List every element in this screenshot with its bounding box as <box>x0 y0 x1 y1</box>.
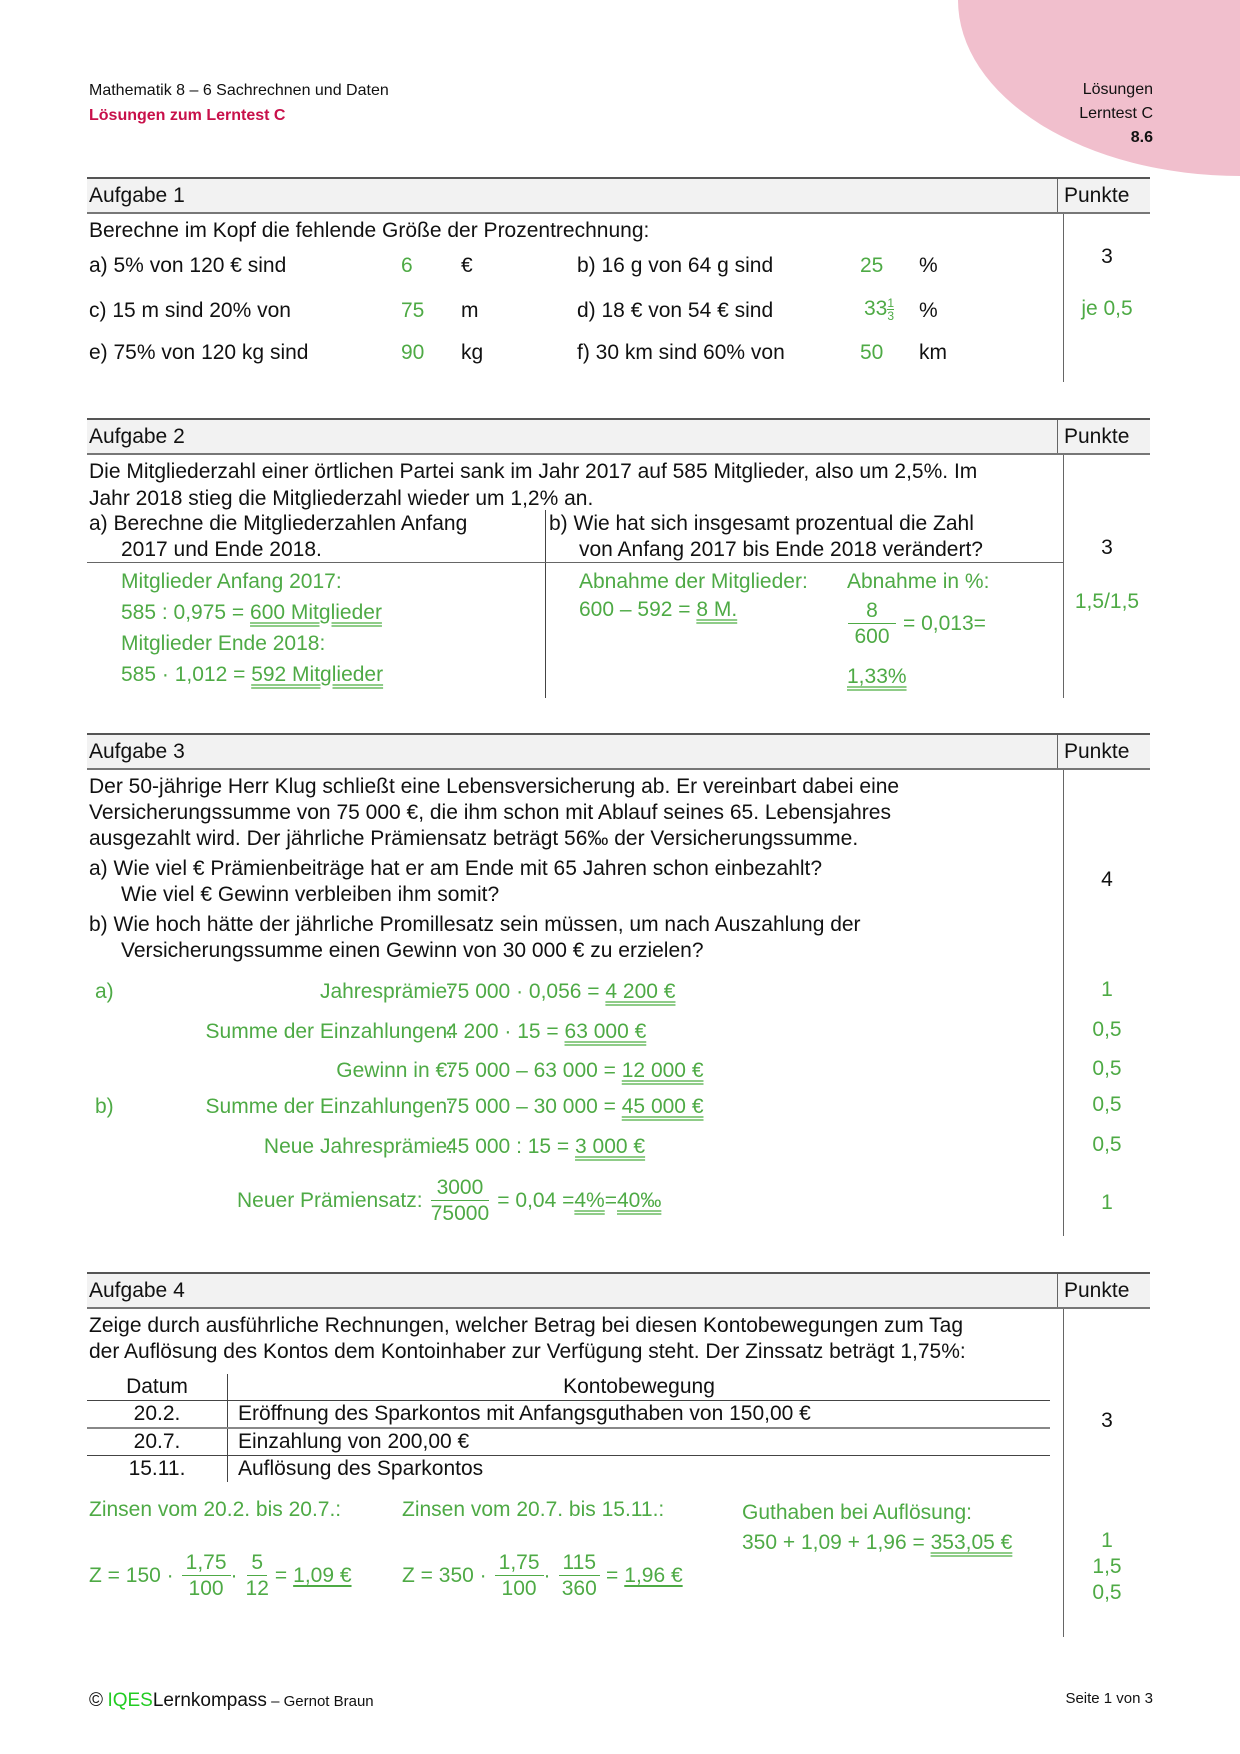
task-4-intro-line2: der Auflösung des Kontos dem Kontoinhaber zur Verfügung steht. Der Zinssatz beträgt 1,75%: <box>89 1340 966 1363</box>
copyright-icon: © <box>89 1690 103 1711</box>
task-3-question-b-line1: b) Wie hoch hätte der jährliche Promillesatz sein müssen, um nach Auszahlung der <box>89 913 861 936</box>
result-8m: 8 M. <box>696 598 738 621</box>
task-3-sol5-calc: 45 000 : 15 = 3 000 € <box>446 1135 646 1158</box>
task-3-question-a-line2: Wie viel € Gewinn verbleiben ihm somit? <box>121 883 500 906</box>
task-3-sol2-calc: 4 200 · 15 = 63 000 € <box>446 1020 647 1043</box>
result-600: 600 Mitglieder <box>250 601 382 624</box>
task-2-sol-a-line2: 585 : 0,975 = 600 Mitglieder <box>121 601 382 624</box>
task-3-marker-a: a) <box>95 980 114 1003</box>
task-4-sol3-title: Guthaben bei Auflösung: <box>742 1501 973 1524</box>
brand-lernkompass: Lernkompass <box>152 1690 267 1711</box>
task-2-pct-result: 1,33% <box>847 665 907 688</box>
task-4 <box>87 1272 1150 1637</box>
task-3-sol4-label: Summe der Einzahlungen: <box>205 1095 453 1118</box>
task-1-answer-d-whole: 33 <box>864 297 888 320</box>
task-4-intro-line1: Zeige durch ausführliche Rechnungen, welcher Betrag bei diesen Kontobewegungen zum Tag <box>89 1314 964 1337</box>
task-3-sol4-points: 0,5 <box>1092 1093 1122 1116</box>
task-2-sol-a-line1: Mitglieder Anfang 2017: <box>121 570 342 593</box>
footer-author: – Gernot Braun <box>266 1693 374 1710</box>
task-1-points-detail: je 0,5 <box>1081 297 1133 320</box>
fraction-8-over-600: $\frac{8}{600}$ <box>847 598 897 649</box>
column-divider <box>545 510 546 698</box>
task-3-final: Neuer Prämiensatz: $\frac{3000}{75000}$ = 0,04 = 4% = 40‰ <box>237 1176 662 1226</box>
task-3-sol3-calc: 75 000 – 63 000 = 12 000 € <box>446 1059 704 1082</box>
task-4-sol2-calc: Z = 350 · $\frac{1,75}{100}$ · $\frac{115}{360}$ = 1,96 € <box>402 1551 683 1601</box>
chapter-number: 8.6 <box>1130 129 1153 146</box>
task-4-points: 3 <box>1101 1409 1113 1432</box>
task-3-marker-b: b) <box>95 1095 114 1118</box>
task-2-question-a-line1: a) Berechne die Mitgliederzahlen Anfang <box>89 512 468 535</box>
footer-brand <box>89 1690 374 1712</box>
points-column-divider <box>1063 770 1064 1236</box>
task-1-answer-b: 25 <box>860 254 884 277</box>
task-3-sol3-points: 0,5 <box>1092 1057 1122 1080</box>
task-1-unit-f: km <box>919 341 947 364</box>
task-1-unit-c: m <box>461 299 479 322</box>
task-1-points: 3 <box>1101 245 1113 268</box>
table-header-row <box>87 1374 1050 1401</box>
task-2-intro-line1: Die Mitgliederzahl einer örtlichen Partei sank im Jahr 2017 auf 585 Mitglieder, also um 2,5%. Im <box>89 460 978 483</box>
course-title: Mathematik 8 – 6 Sachrechnen und Daten <box>89 82 389 99</box>
task-2-points: 3 <box>1101 536 1113 559</box>
task-2-sol-a-line3: Mitglieder Ende 2018: <box>121 632 326 655</box>
task-4-sol2-title: Zinsen vom 20.7. bis 15.11.: <box>402 1498 665 1521</box>
account-movements-table <box>87 1374 1050 1482</box>
task-1-item-d: d) 18 € von 54 € sind <box>577 299 774 322</box>
task-3-sol3-label: Gewinn in €: <box>336 1059 453 1082</box>
header-right-line2: Lerntest C <box>1079 105 1153 122</box>
task-4-sol1-calc: Z = 150 · $\frac{1,75}{100}$ · $\frac{5}{12}$ = 1,09 € <box>89 1551 352 1601</box>
task-2-intro-line2: Jahr 2018 stieg die Mitgliederzahl wieder um 1,2% an. <box>89 487 594 510</box>
task-3-question-b-line2: Versicherungssumme einen Gewinn von 30 000 € zu erzielen? <box>121 939 704 962</box>
task-3-points: 4 <box>1101 868 1113 891</box>
task-1-item-e: e) 75% von 120 kg sind <box>89 341 309 364</box>
task-3-sol1-calc: 75 000 · 0,056 = 4 200 € <box>446 980 676 1003</box>
task-2-header <box>87 418 1150 455</box>
task-3-intro-line1: Der 50-jährige Herr Klug schließt eine Lebensversicherung ab. Er vereinbart dabei eine <box>89 775 900 798</box>
task-2-question-b-line1: b) Wie hat sich insgesamt prozentual die Zahl <box>549 512 974 535</box>
task-3-sol5-points: 0,5 <box>1092 1133 1122 1156</box>
task-1-answer-f: 50 <box>860 341 884 364</box>
task-3-sol5-label: Neue Jahresprämie: <box>263 1135 453 1158</box>
task-2-sol-a-line4: 585 · 1,012 = 592 Mitglieder <box>121 663 384 686</box>
task-3-sol4-calc: 75 000 – 30 000 = 45 000 € <box>446 1095 704 1118</box>
task-3-intro-line2: Versicherungssumme von 75 000 €, die ihm schon mit Ablauf seines 65. Lebensjahres <box>89 801 891 824</box>
task-3-question-a-line1: a) Wie viel € Prämienbeiträge hat er am Ende mit 65 Jahren schon einbezahlt? <box>89 857 823 880</box>
task-4-title: Aufgabe 4 <box>89 1279 185 1302</box>
task-1-unit-a: € <box>461 254 473 277</box>
fraction-3000-over-75000: $\frac{3000}{75000}$ <box>430 1176 490 1226</box>
task-3-header <box>87 733 1150 770</box>
brand-iqes: IQES <box>107 1690 153 1711</box>
task-1 <box>87 177 1150 382</box>
task-2-question-a-line2: 2017 und Ende 2018. <box>121 538 322 561</box>
task-2-pct-label: Abnahme in %: <box>847 570 990 593</box>
task-1-item-b: b) 16 g von 64 g sind <box>577 254 774 277</box>
task-1-item-f: f) 30 km sind 60% von <box>577 341 785 364</box>
task-2-question-b-line2: von Anfang 2017 bis Ende 2018 verändert? <box>579 538 983 561</box>
task-3-sol1-label: Jahresprämie: <box>319 980 453 1003</box>
task-2-pct-calc: $\frac{8}{600}$ = 0,013 = <box>847 598 986 649</box>
page-header-right <box>1079 78 1153 150</box>
table-row: 15.11. Auflösung des Sparkontos <box>87 1456 1050 1483</box>
task-1-item-c: c) 15 m sind 20% von <box>89 299 291 322</box>
task-2-points-detail: 1,5/1,5 <box>1074 590 1140 613</box>
page-number: Seite 1 von 3 <box>1065 1690 1153 1707</box>
task-1-unit-e: kg <box>461 341 484 364</box>
task-3-sol2-label: Summe der Einzahlungen: <box>205 1020 453 1043</box>
task-1-title: Aufgabe 1 <box>89 184 185 207</box>
task-1-intro: Berechne im Kopf die fehlende Größe der Prozentrechnung: <box>89 219 650 242</box>
task-1-answer-e: 90 <box>401 341 425 364</box>
fraction-one-third: $\frac{1}{3}$ <box>887 295 895 323</box>
points-header: Punkte <box>1057 735 1150 768</box>
task-1-header <box>87 177 1150 214</box>
task-3 <box>87 733 1150 1236</box>
task-2-sol-b-line1: Abnahme der Mitglieder: <box>579 570 808 593</box>
task-1-unit-b: % <box>919 254 938 277</box>
result-592: 592 Mitglieder <box>251 663 384 686</box>
page-subtitle: Lösungen zum Lerntest C <box>89 107 286 124</box>
column-header-movement: Kontobewegung <box>563 1375 715 1398</box>
task-1-answer-c: 75 <box>401 299 425 322</box>
task-1-item-a: a) 5% von 120 € sind <box>89 254 287 277</box>
task-3-sol1-points: 1 <box>1101 978 1113 1001</box>
task-1-unit-d: % <box>919 299 938 322</box>
task-3-sol2-points: 0,5 <box>1092 1018 1122 1041</box>
task-2-sol-b-line2: 600 – 592 = 8 M. <box>579 598 738 621</box>
task-4-points-detail: 1 1,5 0,5 <box>1092 1529 1122 1604</box>
table-row: 20.2. Eröffnung des Sparkontos mit Anfangsguthaben von 150,00 € <box>87 1401 1050 1429</box>
task-1-answer-d <box>864 295 894 322</box>
table-row: 20.7. Einzahlung von 200,00 € <box>87 1428 1050 1456</box>
column-header-date: Datum <box>87 1374 228 1401</box>
points-header: Punkte <box>1057 1274 1150 1307</box>
task-3-final-points: 1 <box>1101 1191 1113 1214</box>
points-header: Punkte <box>1057 420 1150 453</box>
task-2 <box>87 418 1150 698</box>
task-3-final-label: Neuer Prämiensatz: <box>237 1188 423 1212</box>
task-3-title: Aufgabe 3 <box>89 740 185 763</box>
points-column-divider <box>1063 455 1064 698</box>
task-1-answer-a: 6 <box>401 254 413 277</box>
task-2-title: Aufgabe 2 <box>89 425 185 448</box>
points-header: Punkte <box>1057 179 1150 212</box>
task-3-intro-line3: ausgezahlt wird. Der jährliche Prämiensatz beträgt 56‰ der Versicherungssumme. <box>89 827 859 850</box>
task-4-sol3-calc: 350 + 1,09 + 1,96 = 353,05 € <box>742 1531 1013 1554</box>
header-right-line1: Lösungen <box>1082 81 1153 98</box>
task-4-sol1-title: Zinsen vom 20.2. bis 20.7.: <box>89 1498 342 1521</box>
task-4-header <box>87 1272 1150 1309</box>
page-header-left <box>89 78 389 128</box>
